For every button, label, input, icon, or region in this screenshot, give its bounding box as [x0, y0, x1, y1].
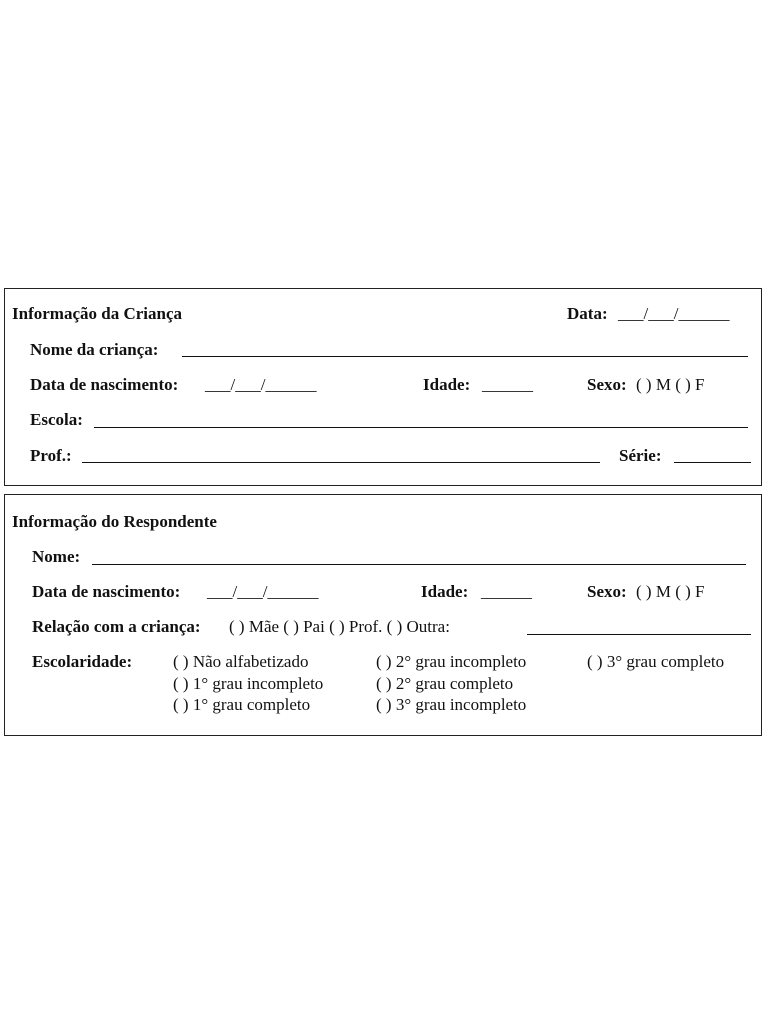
education-option-primary-incomplete[interactable]: ( ) 1° grau incompleto — [173, 674, 324, 693]
respondent-name-field[interactable] — [92, 564, 746, 565]
child-age-field[interactable]: ______ — [482, 375, 533, 394]
teacher-label: Prof.: — [30, 446, 72, 465]
respondent-sex-options[interactable]: ( ) M ( ) F — [636, 582, 705, 601]
education-option-illiterate[interactable]: ( ) Não alfabetizado — [173, 652, 309, 671]
education-option-primary-complete[interactable]: ( ) 1° grau completo — [173, 695, 311, 714]
respondent-birth-label: Data de nascimento: — [32, 582, 181, 601]
child-sex-options[interactable]: ( ) M ( ) F — [636, 375, 705, 394]
grade-field[interactable] — [674, 462, 751, 463]
child-name-field[interactable] — [182, 356, 748, 357]
education-option-higher-complete[interactable]: ( ) 3° grau completo — [587, 652, 725, 671]
date-label: Data: — [567, 304, 608, 323]
child-sex-label: Sexo: — [587, 375, 627, 394]
grade-label: Série: — [619, 446, 662, 465]
relation-options[interactable]: ( ) Mãe ( ) Pai ( ) Prof. ( ) Outra: — [229, 617, 450, 636]
education-label: Escolaridade: — [32, 652, 133, 671]
respondent-age-label: Idade: — [421, 582, 469, 601]
education-option-secondary-incomplete[interactable]: ( ) 2° grau incompleto — [376, 652, 527, 671]
school-field[interactable] — [94, 427, 748, 428]
respondent-age-field[interactable]: ______ — [481, 582, 532, 601]
child-name-label: Nome da criança: — [30, 340, 159, 359]
child-age-label: Idade: — [423, 375, 471, 394]
child-birth-label: Data de nascimento: — [30, 375, 179, 394]
respondent-name-label: Nome: — [32, 547, 81, 566]
date-field[interactable]: ___/___/______ — [618, 304, 730, 323]
respondent-section-title: Informação do Respondente — [12, 512, 217, 531]
education-option-higher-incomplete[interactable]: ( ) 3° grau incompleto — [376, 695, 527, 714]
child-birth-field[interactable]: ___/___/______ — [205, 375, 317, 394]
relation-other-field[interactable] — [527, 634, 751, 635]
respondent-sex-label: Sexo: — [587, 582, 627, 601]
child-section-title: Informação da Criança — [12, 304, 182, 323]
education-option-secondary-complete[interactable]: ( ) 2° grau completo — [376, 674, 514, 693]
school-label: Escola: — [30, 410, 83, 429]
relation-label: Relação com a criança: — [32, 617, 201, 636]
teacher-field[interactable] — [82, 462, 600, 463]
respondent-birth-field[interactable]: ___/___/______ — [207, 582, 319, 601]
